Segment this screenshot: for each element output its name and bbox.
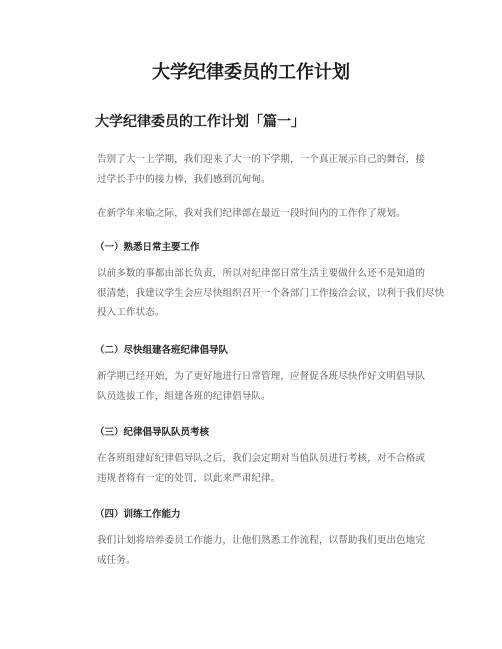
intro-paragraph-1 xyxy=(78,150,433,189)
item-heading-4: （四）训练工作能力 xyxy=(95,509,181,520)
paragraph-line: 以前多数的事都由部长负责，所以对纪律部日常生活主要做什么还不是知道的 xyxy=(97,268,426,279)
item-paragraph-4 xyxy=(78,531,433,570)
paragraph-line: 过学长手中的接力棒，我们感到沉甸甸。 xyxy=(97,173,271,185)
item-heading-2: （二）尽快组建各班纪律倡导队 xyxy=(95,345,229,356)
section-title: 大学纪律委员的工作计划「篇一」 xyxy=(95,114,305,130)
paragraph-line: 新学期已经开始，为了更好地进行日常管理，应督促各班尽快作好文明倡导队 xyxy=(97,371,426,382)
paragraph-line: 队员选拔工作，组建各班的纪律倡导队。 xyxy=(97,390,271,402)
item-paragraph-1 xyxy=(78,264,445,323)
paragraph-line: 我们计划将培养委员工作能力，让他们熟悉工作流程，以帮助我们更出色地完 xyxy=(97,535,426,546)
paragraph-line: 投入工作状态。 xyxy=(97,307,165,318)
paragraph-line: 成任务。 xyxy=(97,554,136,566)
paragraph-line: 在各班组建好纪律倡导队之后，我们会定期对当值队员进行考核，对不合格或 xyxy=(97,453,426,464)
intro-paragraph-2 xyxy=(78,204,433,224)
item-heading-3: （三）纪律倡导队队员考核 xyxy=(95,427,210,438)
paragraph-line: 告别了大一上学期，我们迎来了大一的下学期，一个真正展示自己的舞台，接 xyxy=(97,154,426,165)
document-title: 大学纪律委员的工作计划 xyxy=(152,62,350,83)
paragraph-line: 违规者将有一定的处罚，以此来严肃纪律。 xyxy=(97,472,281,484)
item-paragraph-3 xyxy=(78,449,433,488)
paragraph-line: 在新学年来临之际，我对我们纪律部在最近一段时间内的工作作了规划。 xyxy=(97,208,406,219)
item-paragraph-2 xyxy=(78,367,433,406)
item-heading-1: （一）熟悉日常主要工作 xyxy=(95,242,200,253)
paragraph-line: 很清楚，我建议学生会应尽快组织召开一个各部门工作接洽会议，以利于我们尽快 xyxy=(97,287,445,299)
